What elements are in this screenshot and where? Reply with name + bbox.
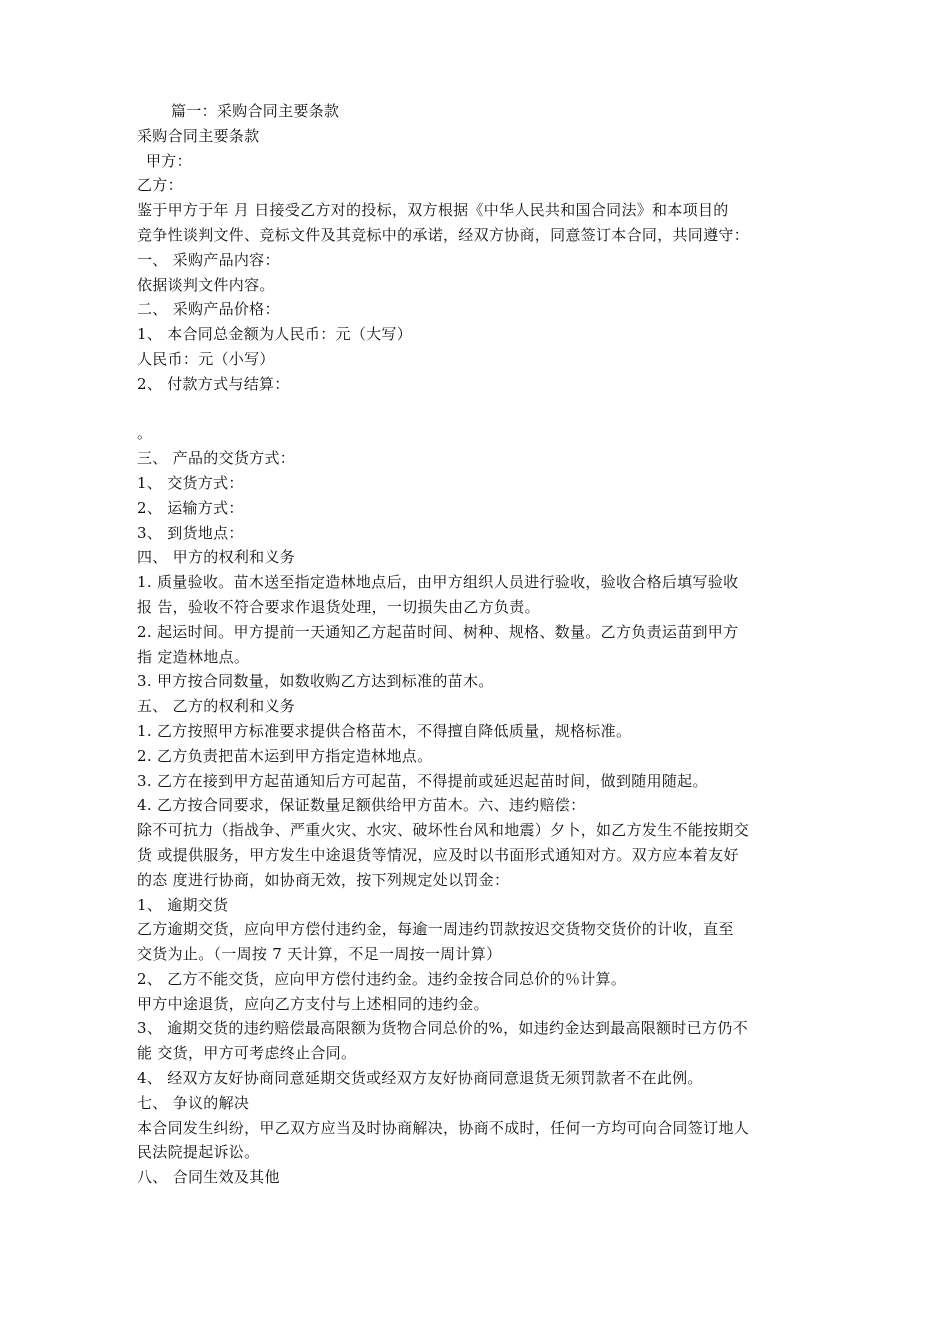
body-line: 本合同发生纠纷，甲乙双方应当及时协商解决，协商不成时，任何一方均可向合同签订地人: [137, 1118, 750, 1137]
body-line: 2. 起运时间。甲方提前一天通知乙方起苗时间、树种、规格、数量。乙方负责运苗到甲方: [137, 622, 739, 641]
body-line: 3、 逾期交货的违约赔偿最高限额为货物合同总价的%，如违约金达到最高限额时已方仍不: [137, 1019, 748, 1038]
body-line: 1、 交货方式：: [137, 473, 244, 492]
body-line: 3、 到货地点：: [137, 523, 244, 542]
body-line: 竞争性谈判文件、竞标文件及其竞标中的承诺，经双方协商，同意签订本合同，共同遵守：: [137, 225, 750, 244]
body-line: [137, 397, 827, 422]
body-line: 四、 甲方的权利和义务: [137, 548, 296, 567]
document-page: [137, 99, 827, 1190]
body-line: 能 交货，甲方可考虑终止合同。: [137, 1044, 357, 1063]
body-line: 2、 乙方不能交货，应向甲方偿付违约金。违约金按合同总价的％计算。: [137, 969, 627, 988]
body-line: 甲方中途退货，应向乙方支付与上述相同的违约金。: [137, 994, 489, 1013]
body-line: 报 告，验收不符合要求作退货处理，一切损失由乙方负责。: [137, 597, 540, 616]
body-line: 三、 产品的交货方式：: [137, 449, 296, 468]
body-line: 八、 合同生效及其他: [137, 1168, 280, 1187]
party-a-label: 甲方：: [146, 151, 192, 170]
body-line: 。: [137, 424, 153, 443]
body-line: 2、 运输方式：: [137, 498, 244, 517]
body-line: 3. 甲方按合同数量，如数收购乙方达到标准的苗木。: [137, 672, 494, 691]
body-line: 七、 争议的解决: [137, 1093, 250, 1112]
body-line: 鉴于甲方于年 月 日接受乙方对的投标，双方根据《中华人民共和国合同法》和本项目的: [137, 201, 729, 220]
document-body: [137, 198, 827, 1190]
body-line: 一、 采购产品内容：: [137, 250, 280, 269]
body-line: 货 或提供服务，甲方发生中途退货等情况，应及时以书面形式通知对方。双方应本着友好: [137, 845, 739, 864]
body-line: 1. 质量验收。苗木送至指定造林地点后，由甲方组织人员进行验收，验收合格后填写验收: [137, 573, 739, 592]
document-header: 篇一：采购合同主要条款: [171, 102, 340, 120]
body-line: 的态 度进行协商，如协商无效，按下列规定处以罚金：: [137, 870, 510, 889]
body-line: 依据谈判文件内容。: [137, 275, 275, 294]
body-line: 五、 乙方的权利和义务: [137, 697, 296, 716]
body-line: 二、 采购产品价格：: [137, 300, 280, 319]
body-line: 4. 乙方按合同要求，保证数量足额供给甲方苗木。六、违约赔偿：: [137, 796, 586, 815]
body-line: 1. 乙方按照甲方标准要求提供合格苗木，不得擅自降低质量，规格标准。: [137, 721, 632, 740]
body-line: 2、 付款方式与结算：: [137, 374, 290, 393]
document-title: 采购合同主要条款: [137, 126, 260, 145]
body-line: 1、 本合同总金额为人民币：元（大写）: [137, 325, 413, 344]
body-line: 人民币：元（小写）: [137, 349, 275, 368]
body-line: 2. 乙方负责把苗木运到甲方指定造林地点。: [137, 746, 433, 765]
body-line: 3. 乙方在接到甲方起苗通知后方可起苗，不得提前或延迟起苗时间，做到随用随起。: [137, 771, 708, 790]
body-line: 乙方逾期交货，应向甲方偿付违约金，每逾一周违约罚款按迟交货物交货价的计收，直至: [137, 920, 734, 939]
body-line: 4、 经双方友好协商同意延期交货或经双方友好协商同意退货无须罚款者不在此例。: [137, 1069, 703, 1088]
body-line: 指 定造林地点。: [137, 647, 250, 666]
party-b-label: 乙方：: [137, 176, 183, 195]
body-line: 除不可抗力（指战争、严重火灾、水灾、破坏性台风和地震）夕卜，如乙方发生不能按期交: [137, 821, 750, 840]
body-line: 民法院提起诉讼。: [137, 1143, 260, 1162]
body-line: 交货为止。（一周按 7 天计算，不足一周按一周计算）: [137, 945, 502, 964]
body-line: 1、 逾期交货: [137, 895, 229, 914]
